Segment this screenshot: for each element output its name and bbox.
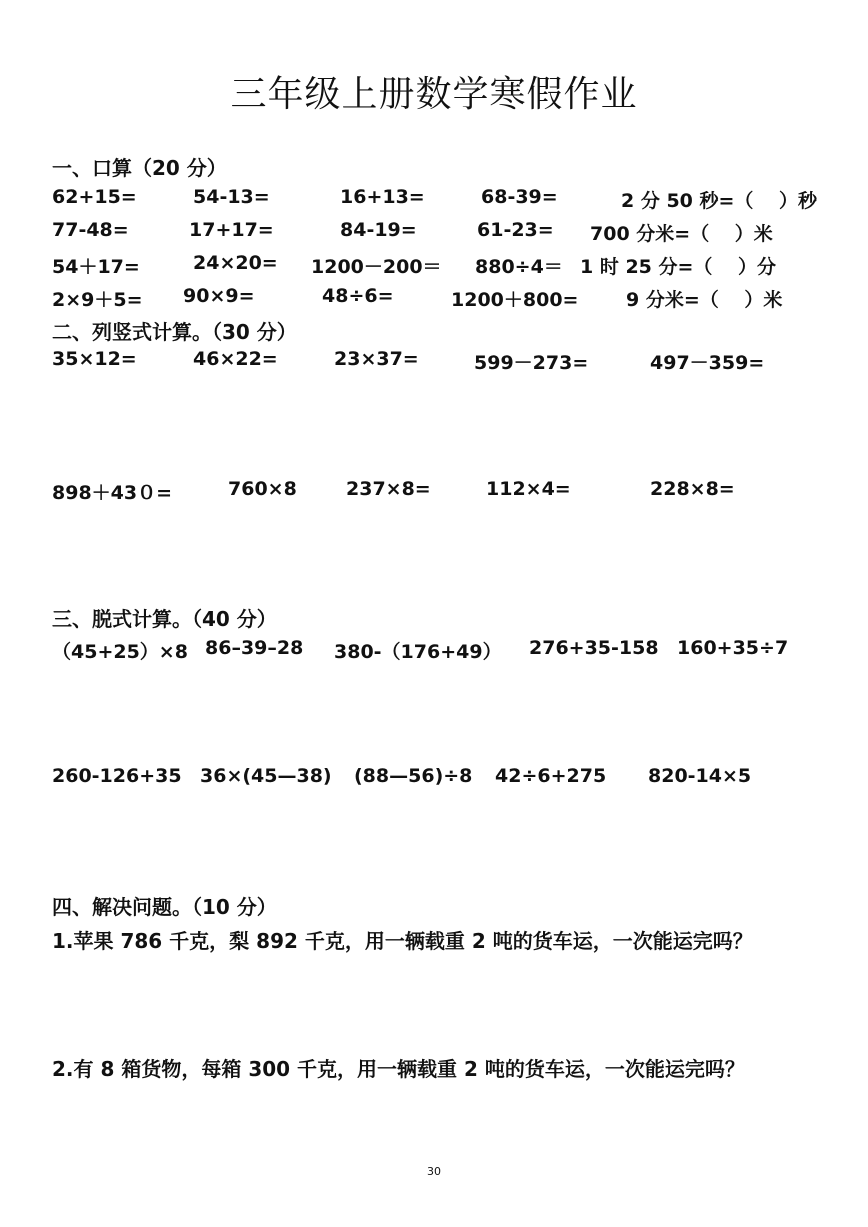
oral-problem: 61-23= [477,219,554,241]
oral-problem: 9 分米=（ ）米 [626,289,783,311]
section2-heading: 二、列竖式计算。（30 分） [52,320,297,344]
vertical-problem: 599－273= [474,352,589,374]
vertical-problem: 46×22= [193,348,278,370]
word-problem: 1.苹果 786 千克，梨 892 千克，用一辆载重 2 吨的货车运，一次能运完吗？ [52,929,753,953]
oral-problem: 90×9= [183,285,255,307]
stepwise-problem: 86–39–28 [205,637,304,659]
vertical-problem: 760×8 [228,478,297,500]
oral-problem: 48÷6= [322,285,394,307]
oral-problem: 2 分 50 秒=（ ）秒 [621,190,818,212]
oral-problem: 84-19= [340,219,417,241]
stepwise-problem: (88—56)÷8 [354,765,473,787]
vertical-problem: 898＋43０= [52,482,173,504]
section4-heading: 四、解决问题。（10 分） [52,895,277,919]
vertical-problem: 35×12= [52,348,137,370]
oral-problem: 68-39= [481,186,558,208]
stepwise-problem: 36×(45—38) [200,765,332,787]
vertical-problem: 112×4= [486,478,571,500]
section1-heading: 一、口算（20 分） [52,156,227,180]
word-problem: 2.有 8 箱货物，每箱 300 千克，用一辆载重 2 吨的货车运，一次能运完吗？ [52,1057,745,1081]
vertical-problem: 237×8= [346,478,431,500]
stepwise-problem: 276+35-158 [529,637,659,659]
oral-problem: 1200－200＝ [311,256,442,278]
oral-problem: 77-48= [52,219,129,241]
oral-problem: 16+13= [340,186,425,208]
vertical-problem: 23×37= [334,348,419,370]
oral-problem: 24×20= [193,252,278,274]
page-number: 30 [427,1165,441,1178]
vertical-problem: 497－359= [650,352,765,374]
stepwise-problem: 42÷6+275 [495,765,607,787]
oral-problem: 700 分米=（ ）米 [590,223,773,245]
oral-problem: 62+15= [52,186,137,208]
oral-problem: 880÷4＝ [475,256,563,278]
stepwise-problem: 260-126+35 [52,765,182,787]
page-title: 三年级上册数学寒假作业 [230,74,638,115]
oral-problem: 54＋17= [52,256,140,278]
oral-problem: 1200＋800= [451,289,579,311]
oral-problem: 54-13= [193,186,270,208]
stepwise-problem: 820-14×5 [648,765,752,787]
oral-problem: 2×9＋5= [52,289,143,311]
oral-problem: 1 时 25 分=（ ）分 [580,256,777,278]
oral-problem: 17+17= [189,219,274,241]
stepwise-problem: 160+35÷7 [677,637,789,659]
stepwise-problem: 380-（176+49） [334,641,502,663]
section3-heading: 三、脱式计算。（40 分） [52,607,277,631]
vertical-problem: 228×8= [650,478,735,500]
stepwise-problem: （45+25）×8 [52,641,188,663]
